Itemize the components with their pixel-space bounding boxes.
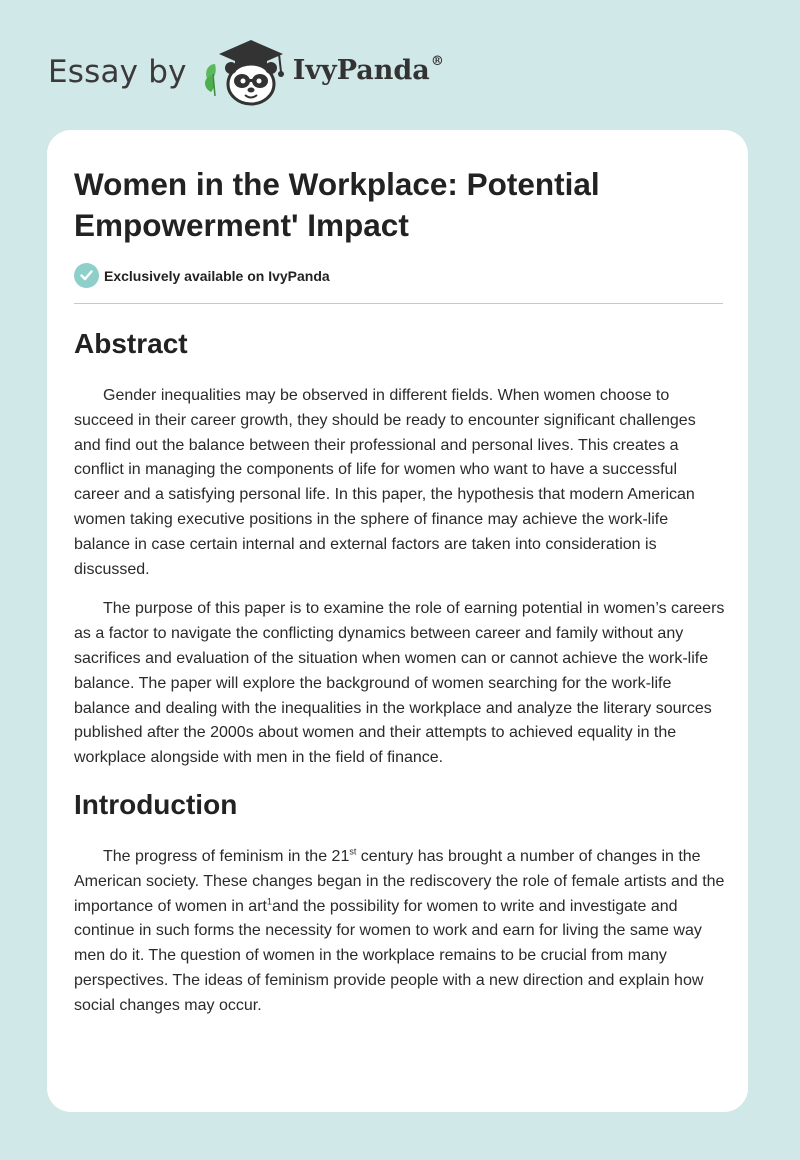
exclusive-label: Exclusively available on IvyPanda <box>104 267 330 284</box>
section-heading-introduction: Introduction <box>74 788 238 820</box>
site-header <box>48 34 444 110</box>
brand-name[interactable]: IvyPanda® <box>292 53 444 86</box>
panda-graduate-icon[interactable] <box>201 34 287 110</box>
essay-body <box>74 326 726 1019</box>
section-heading-abstract: Abstract <box>74 328 188 359</box>
exclusive-badge <box>74 263 330 288</box>
superscript-st: st <box>349 846 357 857</box>
page-title: Women in the Workplace: Potential Empowerment' Impact <box>74 166 600 243</box>
title-divider <box>74 303 723 304</box>
essay-card <box>47 130 748 1112</box>
check-circle-icon <box>74 263 99 288</box>
footnote-ref-1[interactable]: 1 <box>266 896 272 907</box>
introduction-paragraph-1: The progress of feminism in the 21st century has brought a number of changes in the American society. These changes began in the rediscovery the role of female artists and the importance of women in art$^1$and the possibility for women to write and investigate and continue in such forms the necessity for women to work and earn for living the same way men do it. The question of women in the workplace remains to be crucial from many perspectives. The ideas of feminism provide people with a new direction and explain how social changes may occur. <box>74 846 725 1014</box>
essay-by-label: Essay by <box>48 54 187 90</box>
registered-mark: ® <box>430 53 444 69</box>
abstract-paragraph-1: Gender inequalities may be observed in different fields. When women choose to succeed in their career growth, they should be ready to encounter significant challenges and find out the balance between their professional and personal lives. This creates a conflict in managing the components of life for women who want to have a successful career and a satisfying personal life. In this paper, the hypothesis that modern American women taking executive positions in the sphere of finance may achieve the work-life balance in case certain internal and external factors are taken into consideration is discussed. <box>74 387 696 578</box>
abstract-paragraph-2: The purpose of this paper is to examine the role of earning potential in women’s careers as a factor to navigate the conflicting dynamics between career and family without any sacrifices and evaluation of the situation when women can or cannot achieve the work-life balance. The paper will explore the background of women searching for the work-life balance and dealing with the inequalities in the workplace and analyze the literary sources published after the 2000s about women and their attempts to achieved equality in the workplace alongside with men in the field of finance. <box>74 600 725 767</box>
